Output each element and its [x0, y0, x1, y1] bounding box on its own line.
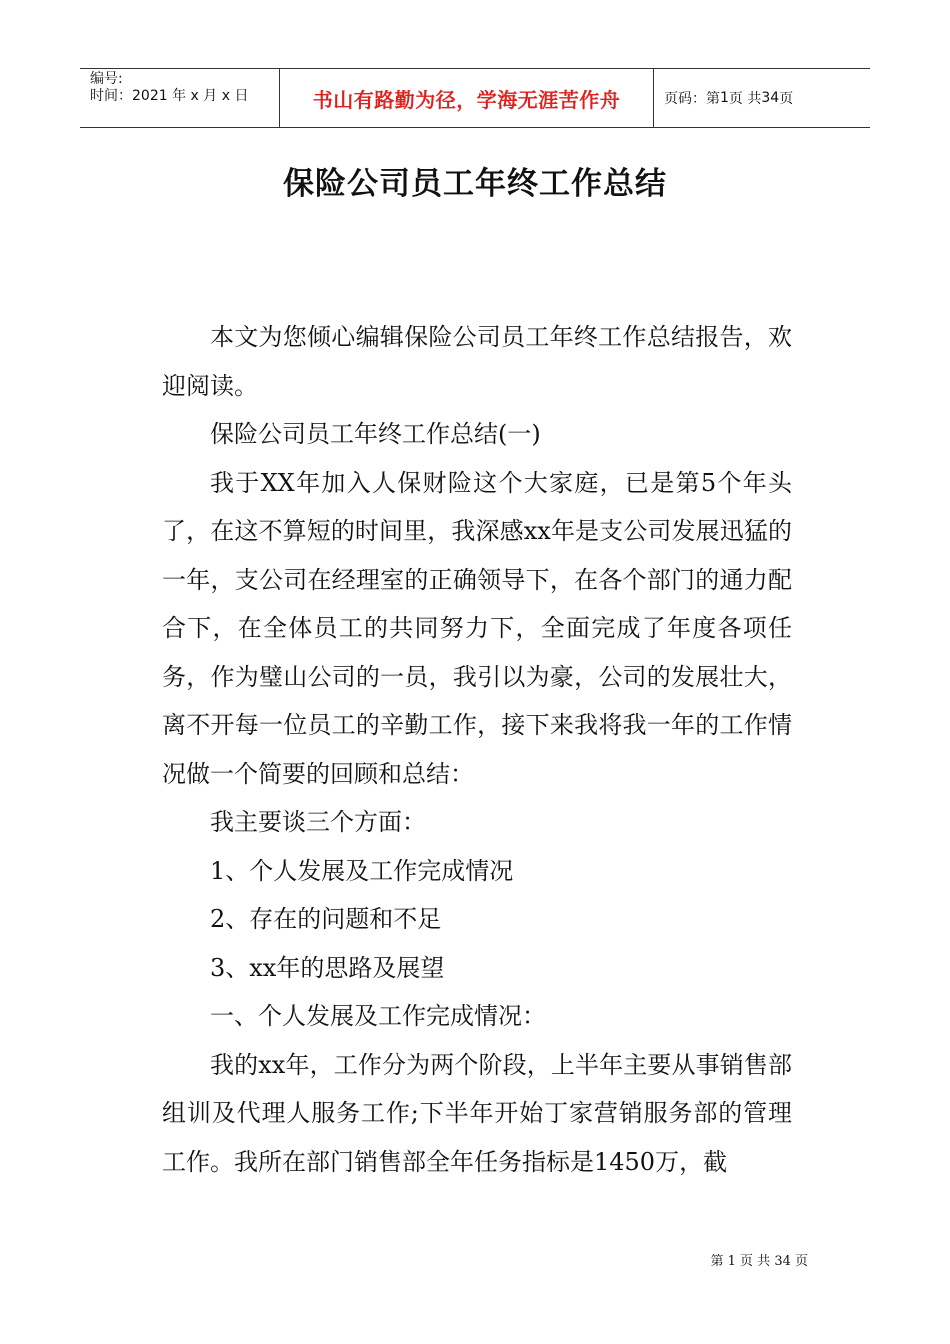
header-page-code	[654, 69, 870, 127]
number-label: 编号:	[90, 71, 123, 87]
header-table	[80, 68, 870, 128]
list-item: 2、存在的问题和不足	[210, 905, 442, 933]
list-item: 3、xx年的思路及展望	[210, 953, 445, 982]
body-paragraph: 我的xx年，工作分为两个阶段，上半年主要从事销售部组训及代理人服务工作;下半年开始丁家营销服务部的管理工作。我所在部门销售部全年任务指标是1450万，截	[162, 1050, 792, 1176]
list-item: 1、个人发展及工作完成情况	[210, 856, 514, 885]
document-title: 保险公司员工年终工作总结	[283, 166, 667, 202]
page-code-current: 1	[720, 90, 729, 106]
intro-paragraph: 本文为您倾心编辑保险公司员工年终工作总结报告，欢迎阅读。	[162, 323, 792, 400]
document-body	[162, 313, 792, 1186]
page-code-prefix: 第	[706, 91, 720, 107]
page-code-suffix: 页	[779, 91, 794, 107]
body-paragraph: 我于XX年加入人保财险这个大家庭，已是第5个年头了，在这不算短的时间里，我深感xx年是支公司发展迅猛的一年，支公司在经理室的正确领导下，在各个部门的通力配合下，在全体员工的共同努力下，全面完成了年度各项任务，作为璧山公司的一员，我引以为豪，公司的发展壮大，离不开每一位员工的辛勤工作，接下来我将我一年的工作情况做一个简要的回顾和总结：	[162, 468, 792, 788]
page-code-label: 页码：	[664, 91, 706, 107]
section-heading: 保险公司员工年终工作总结(一)	[210, 420, 541, 448]
page-code-total: 34	[761, 90, 780, 106]
subsection-heading: 一、个人发展及工作完成情况：	[210, 1002, 546, 1030]
footer-page-number: 第 1 页 共 34 页	[710, 1254, 808, 1269]
page-code-middle: 页 共	[728, 91, 762, 107]
header-motto: 书山有路勤为径，学海无涯苦作舟	[280, 69, 654, 127]
header-meta-cell	[80, 69, 280, 127]
list-intro: 我主要谈三个方面：	[210, 808, 426, 836]
time-label: 时间：2021 年 x 月 x 日	[90, 88, 249, 104]
